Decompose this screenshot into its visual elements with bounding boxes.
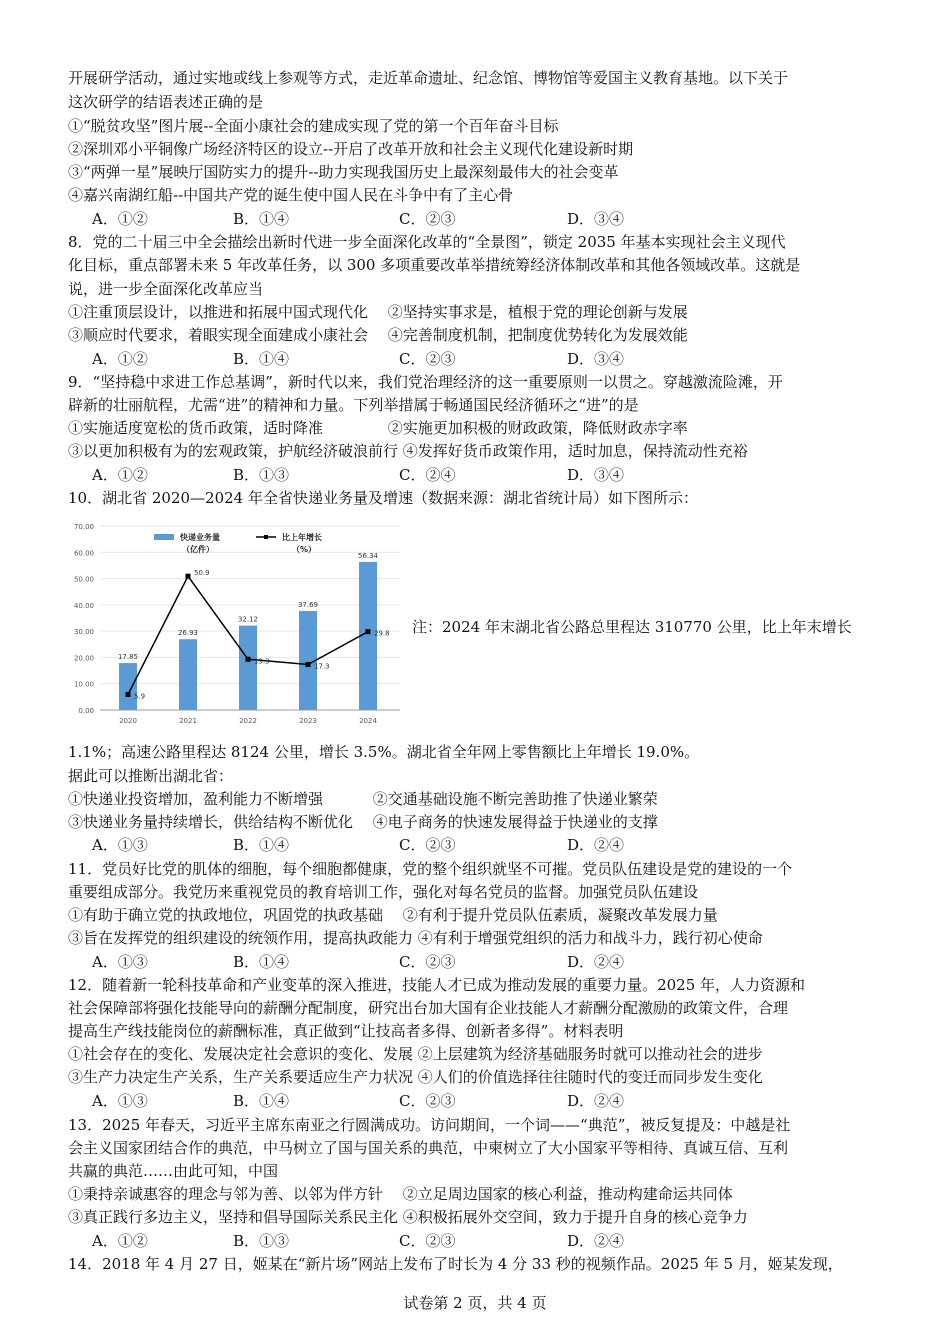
option-c: C．②③ bbox=[399, 210, 456, 228]
y-tick-label: 60.00 bbox=[73, 549, 94, 558]
option-row bbox=[92, 209, 692, 229]
option-c: C．②③ bbox=[399, 953, 456, 971]
bar-2020 bbox=[119, 663, 137, 710]
text-line: ③旨在发挥党的组织建设的统领作用，提高执政能力 ④有利于增强党组织的活力和战斗力，践行初心使命 bbox=[68, 929, 763, 947]
growth-value-label: 29.8 bbox=[374, 629, 390, 638]
page-footer: 试卷第 2 页，共 4 页 bbox=[403, 1294, 547, 1312]
option-b: B．①③ bbox=[233, 466, 290, 484]
text-line: 重要组成部分。我党历来重视党员的教育培训工作，强化对每名党员的监督。加强党员队伍建设 bbox=[68, 883, 699, 901]
option-row bbox=[92, 1231, 692, 1251]
y-tick-label: 0.00 bbox=[78, 707, 94, 715]
text-line: ①注重顶层设计，以推进和拓展中国式现代化 ②坚持实事求是，植根于党的理论创新与发展 bbox=[68, 303, 688, 321]
legend-line-marker bbox=[264, 535, 268, 539]
bar-2022 bbox=[239, 626, 257, 710]
option-d: D．②④ bbox=[567, 1092, 625, 1110]
text-line: ①实施适度宽松的货币政策，适时降准 ②实施更加积极的财政政策，降低财政赤字率 bbox=[68, 419, 688, 437]
text-line: 这次研学的结语表述正确的是 bbox=[68, 93, 264, 111]
option-b: B．①④ bbox=[233, 1092, 290, 1110]
chart-note: 注：2024 年末湖北省公路总里程达 310770 公里，比上年末增长 bbox=[412, 618, 852, 636]
text-line: 10．湖北省 2020—2024 年全省快递业务量及增速（数据来源：湖北省统计局）如下图所示： bbox=[68, 489, 698, 507]
bar-value-label: 56.34 bbox=[357, 551, 379, 560]
text-line: 12．随着新一轮科技革命和产业变革的深入推进，技能人才已成为推动发展的重要力量。2025 年，人力资源和 bbox=[68, 976, 806, 994]
text-line: 开展研学活动，通过实地或线上参观等方式，走近革命遗址、纪念馆、博物馆等爱国主义教育基地。以下关于 bbox=[68, 69, 789, 87]
y-tick-label: 70.00 bbox=[73, 523, 94, 531]
x-tick-label: 2023 bbox=[299, 717, 317, 725]
text-line: ③生产力决定生产关系，生产关系要适应生产力状况 ④人们的价值选择往往随时代的变迁而同步发生变化 bbox=[68, 1068, 763, 1086]
text-line: ③以更加积极有为的宏观政策，护航经济破浪前行 ④发挥好货币政策作用，适时加息，保持流动性充裕 bbox=[68, 442, 748, 460]
text-line: 8．党的二十届三中全会描绘出新时代进一步全面深化改革的“全景图”，锁定 2035 年基本实现社会主义现代 bbox=[68, 233, 786, 251]
text-line: 共赢的典范……由此可知，中国 bbox=[68, 1162, 279, 1180]
x-tick-label: 2022 bbox=[239, 717, 257, 725]
growth-value-label: 5.9 bbox=[134, 692, 146, 701]
y-tick-label: 40.00 bbox=[73, 601, 94, 610]
y-tick-label: 50.00 bbox=[73, 575, 94, 584]
option-d: D．②④ bbox=[567, 836, 625, 854]
option-d: D．②④ bbox=[567, 1232, 625, 1250]
option-row bbox=[92, 952, 692, 972]
bar-value-label: 37.69 bbox=[297, 600, 319, 609]
text-line: 说，进一步全面深化改革应当 bbox=[68, 280, 264, 298]
text-line: 14．2018 年 4 月 27 日，姬某在“新片场”网站上发布了时长为 4 分 33 秒的视频作品。2025 年 5 月，姬某发现， bbox=[68, 1255, 843, 1273]
text-line: 1.1%；高速公路里程达 8124 公里，增长 3.5%。湖北省全年网上零售额比上年增长 19.0%。 bbox=[68, 743, 700, 761]
text-line: 据此可以推断出湖北省： bbox=[68, 767, 234, 785]
text-line: 化目标，重点部署未来 5 年改革任务，以 300 多项重要改革举措统筹经济体制改革和其他各领域改革。这就是 bbox=[68, 256, 801, 274]
option-c: C．②③ bbox=[399, 350, 456, 368]
growth-point-2021 bbox=[186, 574, 191, 579]
option-c: C．②④ bbox=[399, 466, 456, 484]
option-a: A．①② bbox=[92, 210, 148, 228]
text-line: 9．“坚持稳中求进工作总基调”，新时代以来，我们党治理经济的这一重要原则一以贯之。穿越激流险滩，开 bbox=[68, 373, 783, 391]
option-b: B．①④ bbox=[233, 210, 290, 228]
text-line: ③顺应时代要求，着眼实现全面建成小康社会 ④完善制度机制，把制度优势转化为发展效能 bbox=[68, 326, 688, 344]
express-delivery-chart bbox=[70, 518, 406, 730]
option-b: B．①④ bbox=[233, 836, 290, 854]
y-tick-label: 10.00 bbox=[73, 680, 94, 689]
option-a: A．①③ bbox=[92, 953, 148, 971]
legend-line-unit: （%） bbox=[292, 545, 317, 554]
growth-point-2020 bbox=[126, 692, 131, 697]
x-tick-label: 2024 bbox=[359, 717, 377, 725]
text-line: 社会保障部将强化技能导向的薪酬分配制度，研究出台加大国有企业技能人才薪酬分配激励的政策文件，合理 bbox=[68, 999, 789, 1017]
option-d: D．③④ bbox=[567, 466, 625, 484]
text-line: 辟新的壮丽航程，尤需“进”的精神和力量。下列举措属于畅通国民经济循环之“进”的是 bbox=[68, 396, 639, 414]
option-a: A．①② bbox=[92, 466, 148, 484]
option-b: B．①③ bbox=[233, 1232, 290, 1250]
option-c: C．②③ bbox=[399, 836, 456, 854]
text-line: ②深圳邓小平铜像广场经济特区的设立--开启了改革开放和社会主义现代化建设新时期 bbox=[68, 140, 634, 158]
growth-value-label: 19.3 bbox=[254, 657, 270, 666]
text-line: ①秉持亲诚惠容的理念与邻为善、以邻为伴方针 ②立足周边国家的核心利益，推动构建命运共同体 bbox=[68, 1185, 733, 1203]
option-c: C．②③ bbox=[399, 1092, 456, 1110]
option-d: D．③④ bbox=[567, 350, 625, 368]
growth-value-label: 50.9 bbox=[194, 569, 210, 578]
bar-2021 bbox=[179, 639, 197, 710]
text-line: 会主义国家团结合作的典范，中马树立了国与国关系的典范，中柬树立了大小国家平等相待、真诚互信、互利 bbox=[68, 1139, 789, 1157]
growth-point-2024 bbox=[366, 629, 371, 634]
text-line: 11．党员好比党的肌体的细胞，每个细胞都健康，党的整个组织就坚不可摧。党员队伍建设是党的建设的一个 bbox=[68, 860, 793, 878]
legend-bar-unit: （亿件） bbox=[182, 545, 214, 554]
text-line: ③“两弹一星”展映厅国防实力的提升--助力实现我国历史上最深刻最伟大的社会变革 bbox=[68, 163, 619, 181]
option-b: B．①④ bbox=[233, 350, 290, 368]
legend-bar-label: 快递业务量 bbox=[180, 533, 220, 542]
option-row bbox=[92, 349, 692, 369]
text-line: 提高生产线技能岗位的薪酬标准，真正做到“让技高者多得、创新者多得”。材料表明 bbox=[68, 1022, 624, 1040]
y-tick-label: 20.00 bbox=[73, 654, 94, 663]
bar-value-label: 26.93 bbox=[177, 629, 199, 638]
option-c: C．②③ bbox=[399, 1232, 456, 1250]
x-tick-label: 2020 bbox=[119, 717, 137, 725]
option-row bbox=[92, 1091, 692, 1111]
option-a: A．①② bbox=[92, 350, 148, 368]
option-b: B．①④ bbox=[233, 953, 290, 971]
text-line: ①社会存在的变化、发展决定社会意识的变化、发展 ②上层建筑为经济基础服务时就可以推动社会的进步 bbox=[68, 1045, 763, 1063]
growth-value-label: 17.3 bbox=[314, 662, 330, 671]
text-line: ①“脱贫攻坚”图片展--全面小康社会的建成实现了党的第一个百年奋斗目标 bbox=[68, 117, 559, 135]
option-row bbox=[92, 465, 692, 485]
option-d: D．②④ bbox=[567, 953, 625, 971]
text-line: ④嘉兴南湖红船--中国共产党的诞生使中国人民在斗争中有了主心骨 bbox=[68, 186, 514, 204]
text-line: ③真正践行多边主义，坚持和倡导国际关系民主化 ④积极拓展外交空间，致力于提升自身的核心竞争力 bbox=[68, 1208, 748, 1226]
legend-line-label: 比上年增长 bbox=[282, 533, 322, 542]
bar-value-label: 32.12 bbox=[237, 615, 259, 624]
text-line: ①快递业投资增加，盈利能力不断增强 ②交通基础设施不断完善助推了快递业繁荣 bbox=[68, 790, 658, 808]
y-tick-label: 30.00 bbox=[73, 628, 94, 637]
option-a: A．①③ bbox=[92, 836, 148, 854]
text-line: ①有助于确立党的执政地位，巩固党的执政基础 ②有利于提升党员队伍素质，凝聚改革发展力量 bbox=[68, 906, 718, 924]
option-a: A．①② bbox=[92, 1232, 148, 1250]
option-a: A．①③ bbox=[92, 1092, 148, 1110]
growth-point-2023 bbox=[306, 662, 311, 667]
bar-value-label: 17.85 bbox=[117, 653, 139, 662]
x-tick-label: 2021 bbox=[179, 717, 197, 725]
option-row bbox=[92, 835, 692, 855]
legend-bar-swatch bbox=[154, 534, 174, 540]
option-d: D．③④ bbox=[567, 210, 625, 228]
text-line: 13．2025 年春天，习近平主席东南亚之行圆满成功。访问期间，一个词——“典范”，被反复提及：中越是社 bbox=[68, 1116, 791, 1134]
text-line: ③快递业务量持续增长，供给结构不断优化 ④电子商务的快速发展得益于快递业的支撑 bbox=[68, 813, 658, 831]
growth-point-2022 bbox=[246, 657, 251, 662]
